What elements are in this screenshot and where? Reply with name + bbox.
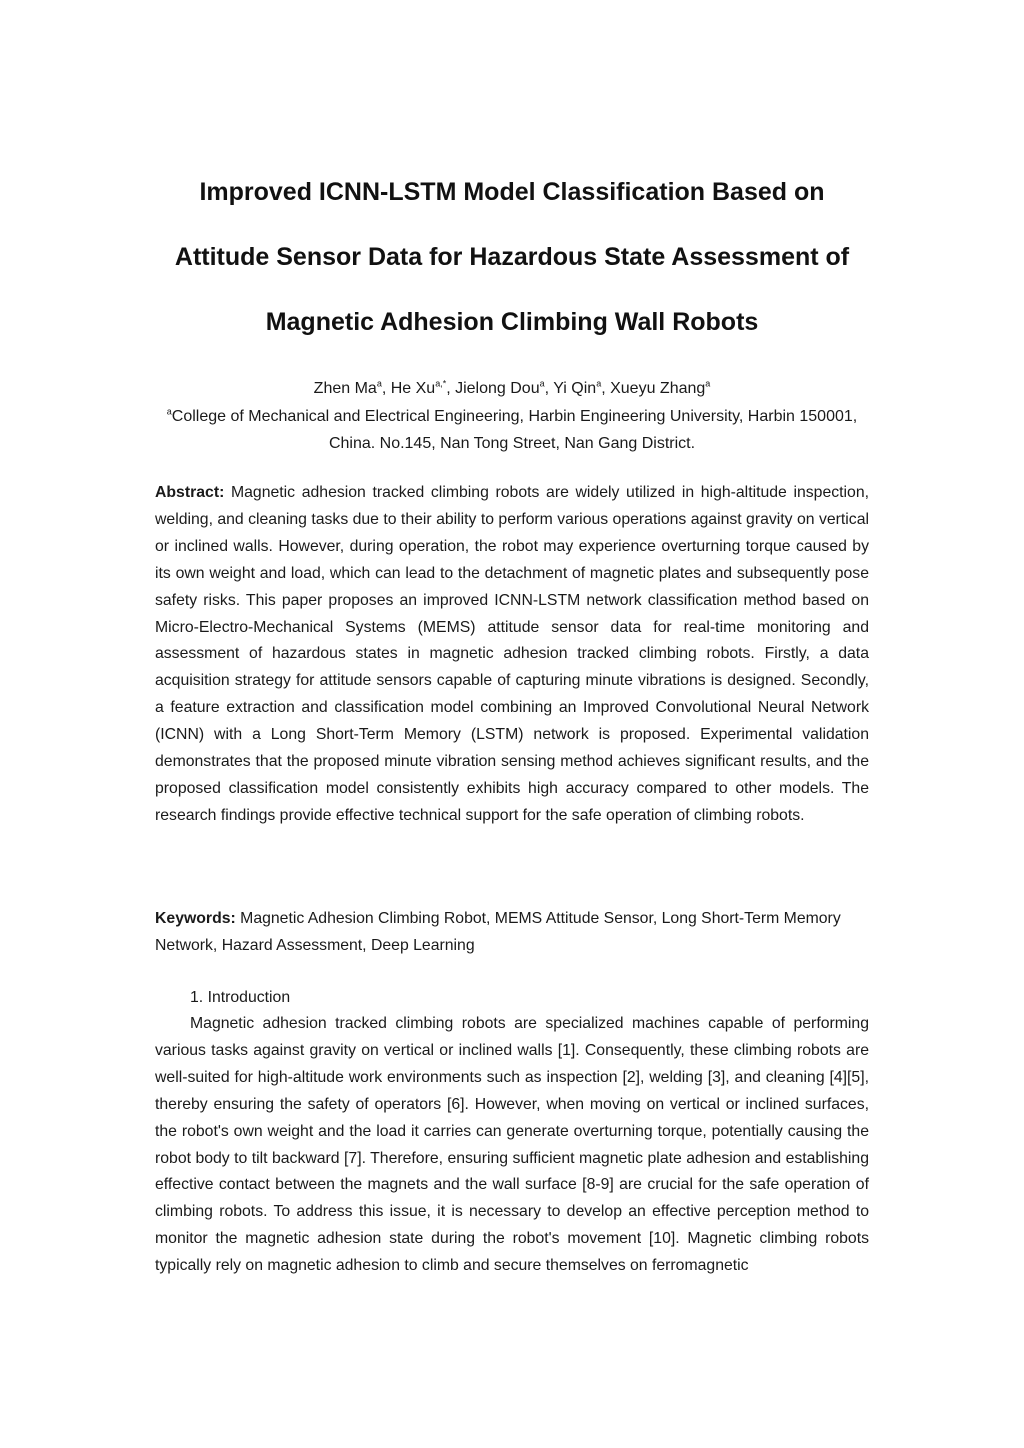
abstract-text: Magnetic adhesion tracked climbing robots are widely utilized in high-altitude inspection, welding, and cleaning tasks due to their ability to perform various operations against gravity on vertical or inclined walls. However, during operation, the robot may experience overturning torque caused by its own weight and load, which can lead to the detachment of magnetic plates and subsequently pose safety risks. This paper proposes an improved ICNN-LSTM network classification method based on Micro-Electro-Mechanical Systems (MEMS) attitude sensor data for real-time monitoring and assessment of hazardous states in magnetic adhesion tracked climbing robots. Firstly, a data acquisition strategy for attitude sensors capable of capturing minute vibrations is designed. Secondly, a feature extraction and classification model combining an Improved Convolutional Neural Network (ICNN) with a Long Short-Term Memory (LSTM) network is proposed. Experimental validation demonstrates that the proposed minute vibration sensing method achieves significant results, and the proposed classification model consistently exhibits high accuracy compared to other models. The research findings provide effective technical support for the safe operation of climbing robots. — [155, 484, 869, 824]
title-line-3: Magnetic Adhesion Climbing Wall Robots — [265, 308, 759, 336]
title-line-1: Improved ICNN-LSTM Model Classification Based on — [199, 178, 825, 206]
author-name: Jielong Dou — [455, 380, 540, 397]
author-affiliation-mark: a — [596, 378, 602, 389]
keywords-text: Magnetic Adhesion Climbing Robot, MEMS Attitude Sensor, Long Short-Term Memory Network, Hazard Assessment, Deep Learning — [155, 910, 841, 954]
affiliation-text: College of Mechanical and Electrical Engineering, Harbin Engineering University, Harbin 150001, China. No.145, Nan Tong Street, Nan Gang District. — [171, 408, 858, 452]
introduction-paragraph: Magnetic adhesion tracked climbing robots are specialized machines capable of performing various tasks against gravity on vertical or inclined walls [1]. Consequently, these climbing robots are well-suited for high-altitude work environments such as inspection [2], welding [3], and cleaning [4][5], thereby ensuring the safety of operators [6]. However, when moving on vertical or inclined surfaces, the robot's own weight and the load it carries can generate overturning torque, potentially causing the robot body to tilt backward [7]. Therefore, ensuring sufficient magnetic plate adhesion and establishing effective contact between the magnets and the wall surface [8-9] are crucial for the safe operation of climbing robots. To address this issue, it is necessary to develop an effective perception method to monitor the magnetic adhesion state during the robot's movement [10]. Magnetic climbing robots typically rely on magnetic adhesion to climb and secure themselves on ferromagnetic — [155, 1015, 869, 1275]
author-name: Xueyu Zhang — [610, 380, 706, 397]
keywords-label: Keywords: — [155, 910, 236, 927]
author-name: Yi Qin — [553, 380, 597, 397]
author-affiliation-mark: a — [705, 378, 711, 389]
keywords — [155, 906, 869, 960]
introduction-heading: 1. Introduction — [190, 989, 291, 1006]
author-name: He Xu — [390, 380, 436, 397]
author-affiliation-mark: a,* — [435, 378, 447, 389]
author-affiliation-mark: a — [376, 378, 382, 389]
author-list: Zhen Ma$^a$, He $Xu^{a,*}$, Jielong Dou$^a$, Yi Qin$^a$, Xueyu Zhang$^a$ — [313, 378, 711, 397]
author-name: Zhen Ma — [313, 380, 377, 397]
affiliation-mark: a — [166, 406, 172, 417]
abstract — [155, 480, 869, 830]
author-affiliation-mark: a — [539, 378, 545, 389]
paper-title — [120, 160, 904, 355]
affiliation — [150, 403, 874, 457]
title-line-2: Attitude Sensor Data for Hazardous State Assessment of — [174, 243, 850, 271]
abstract-label: Abstract: — [155, 484, 225, 501]
